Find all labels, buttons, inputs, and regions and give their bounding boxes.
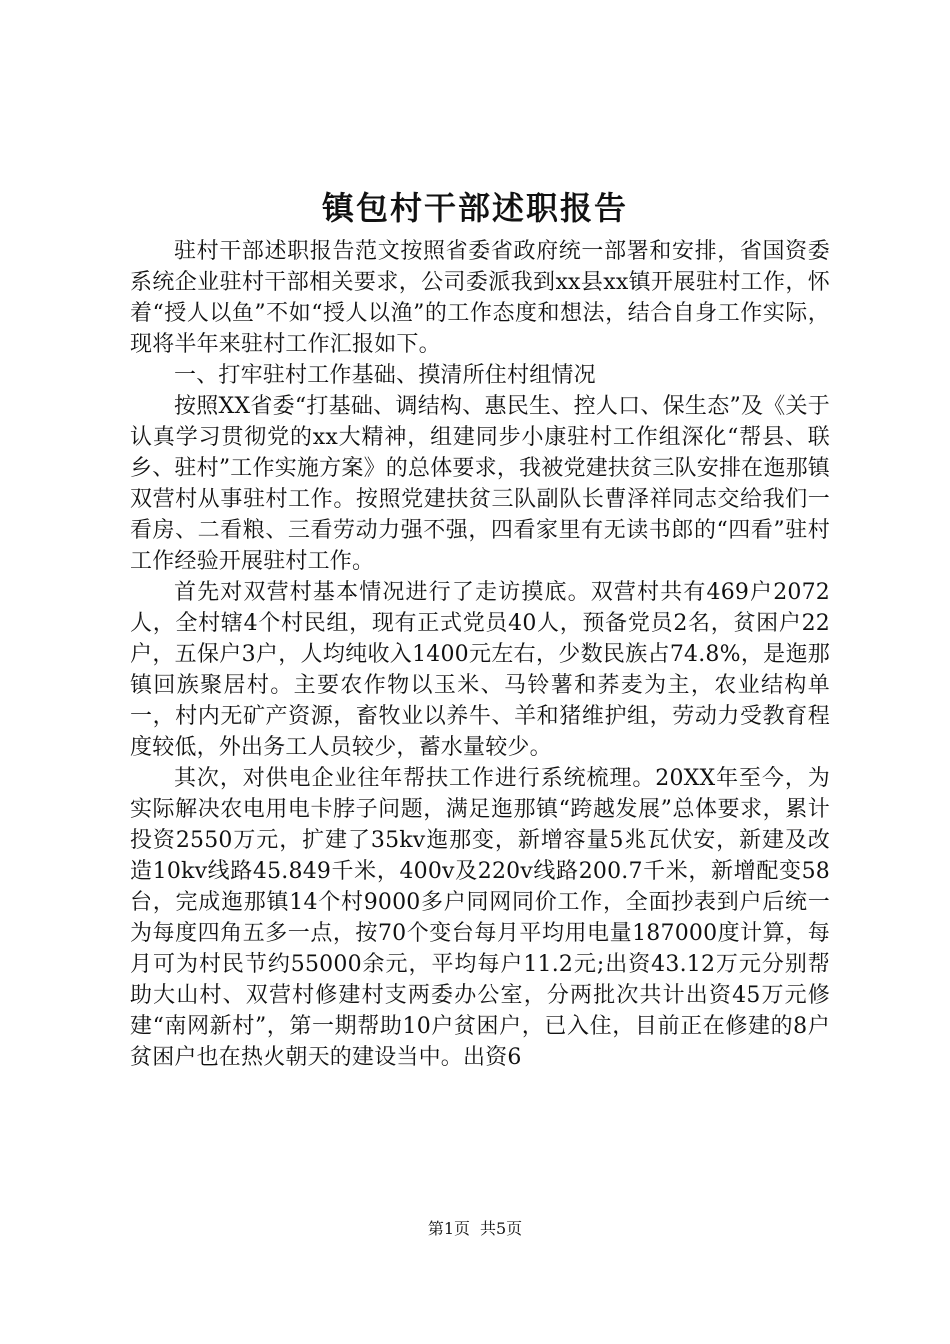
page-footer — [0, 1218, 950, 1240]
paragraph-power-support: 其次，对供电企业往年帮扶工作进行系统梳理。20XX年至今，为实际解决农电用电卡脖子问题，满足迤那镇“跨越发展”总体要求，累计投资2550万元，扩建了35kv迤那变，新增容量5兆瓦伏安，新建及改造10kv线路45.849千米，400v及220v线路200.7千米，新增配变58台，完成迤那镇14个村9000多户同网同价工作，全面抄表到户后统一为每度四角五多一点，按70个变台每月平均用电量187000度计算，每月可为村民节约55000余元，平均每户11.2元;出资43.12万元分别帮助大山村、双营村修建村支两委办公室，分两批次共计出资45万元修建“南网新村”，第一期帮助10户贫困户，已入住，目前正在修建的8户贫困户也在热火朝天的建设当中。出资6 — [130, 766, 830, 1070]
page-number: 第1页 — [427, 1219, 470, 1238]
document-title: 镇包村干部述职报告 — [321, 189, 628, 227]
paragraph-intro: 驻村干部述职报告范文按照省委省政府统一部署和安排，省国资委系统企业驻村干部相关要求，公司委派我到xx县xx镇开展驻村工作，怀着“授人以鱼”不如“授人以渔”的工作态度和想法，结合自身工作实际，现将半年来驻村工作汇报如下。 — [130, 239, 830, 357]
document-body — [130, 236, 830, 1073]
paragraph-requirements: 按照XX省委“打基础、调结构、惠民生、控人口、保生态”及《关于认真学习贯彻党的xx大精神，组建同步小康驻村工作组深化“帮县、联乡、驻村”工作实施方案》的总体要求，我被党建扶贫三队安排在迤那镇双营村从事驻村工作。按照党建扶贫三队副队长曹泽祥同志交给我们一看房、二看粮、三看劳动力强不强，四看家里有无读书郎的“四看”驻村工作经验开展驻村工作。 — [130, 394, 830, 574]
section-heading-1: 一、打牢驻村工作基础、摸清所住村组情况 — [174, 363, 596, 388]
paragraph-village-survey: 首先对双营村基本情况进行了走访摸底。双营村共有469户2072人，全村辖4个村民组，现有正式党员40人，预备党员2名，贫困户22户，五保户3户，人均纯收入1400元左右，少数民族占74.8%，是迤那镇回族聚居村。主要农作物以玉米、马铃薯和荞麦为主，农业结构单一，村内无矿产资源，畜牧业以养牛、羊和猪维护组，劳动力受教育程度较低，外出务工人员较少，蓄水量较少。 — [130, 580, 830, 760]
page-total: 共5页 — [480, 1219, 523, 1238]
